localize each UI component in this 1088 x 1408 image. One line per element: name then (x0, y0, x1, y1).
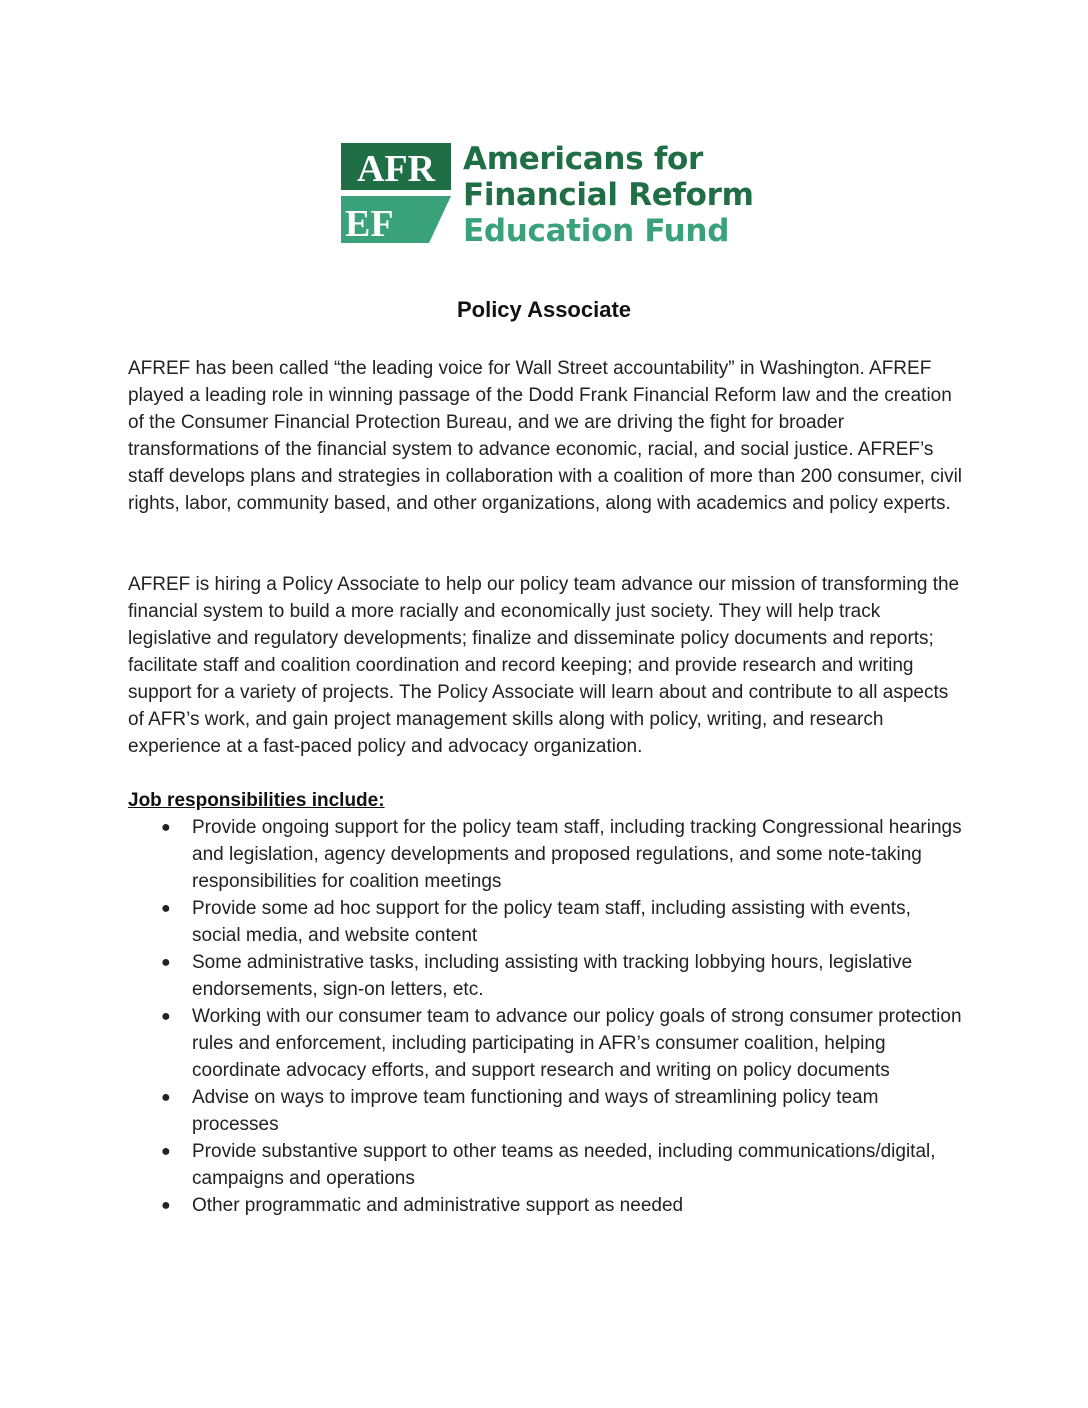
logo-line-2: Financial Reform (463, 177, 754, 213)
list-item-text: Working with our consumer team to advance our policy goals of strong consumer protection rules and enforcement, including participating in AFR’s consumer coalition, helping coordinate advocacy efforts, and support research and writing on policy documents (192, 1006, 962, 1081)
logo-mark-bottom-text: EF (345, 203, 394, 243)
list-item-text: Provide some ad hoc support for the policy team staff, including assisting with events, social media, and website content (192, 898, 911, 946)
logo-line-1: Americans for (463, 141, 704, 177)
list-item (128, 895, 964, 949)
afref-logo (341, 141, 761, 249)
list-item (128, 1192, 964, 1219)
list-item-text: Advise on ways to improve team functioning and ways of streamlining policy team processes (192, 1087, 879, 1135)
list-item (128, 1084, 964, 1138)
list-item-text: Other programmatic and administrative support as needed (192, 1195, 684, 1216)
page-title: Policy Associate (456, 297, 632, 322)
bullet-icon: ● (161, 1008, 171, 1025)
logo-mark-top-text: AFR (356, 148, 436, 190)
afr-ef-logo-mark-icon (341, 143, 451, 243)
bullet-icon: ● (161, 954, 171, 971)
list-item-text: Provide substantive support to other teams as needed, including communications/digital, campaigns and operations (192, 1141, 936, 1189)
logo-line-3: Education Fund (463, 213, 730, 249)
bullet-icon: ● (161, 900, 171, 917)
list-item (128, 1003, 964, 1084)
list-item (128, 949, 964, 1003)
logo-wordmark (463, 141, 763, 249)
list-item (128, 814, 964, 895)
list-item (128, 1138, 964, 1192)
bullet-icon: ● (161, 819, 171, 836)
bullet-icon: ● (161, 1089, 171, 1106)
bullet-icon: ● (161, 1197, 171, 1214)
bullet-icon: ● (161, 1143, 171, 1160)
responsibilities-list (128, 814, 964, 1219)
intro-paragraph: AFREF has been called “the leading voice for Wall Street accountability” in Washington. AFREF played a leading role in winning passage of the Dodd Frank Financial Reform law and the creation of the Consumer Financial Protection Bureau, and we are driving the fight for broader transformations of the financial system to advance economic, racial, and social justice. AFREF’s staff develops plans and strategies in collaboration with a coalition of more than 200 consumer, civil rights, labor, community based, and other organizations, along with academics and policy experts. (128, 358, 963, 514)
list-item-text: Provide ongoing support for the policy team staff, including tracking Congressional hearings and legislation, agency developments and proposed regulations, and some note-taking responsibilities for coalition meetings (192, 817, 962, 892)
responsibilities-heading: Job responsibilities include: (128, 790, 385, 811)
hiring-paragraph: AFREF is hiring a Policy Associate to help our policy team advance our mission of transforming the financial system to build a more racially and economically just society. They will help track legislative and regulatory developments; finalize and disseminate policy documents and reports; facilitate staff and coalition coordination and record keeping; and provide research and writing support for a variety of projects. The Policy Associate will learn about and contribute to all aspects of AFR’s work, and gain project management skills along with policy, writing, and research experience at a fast-paced policy and advocacy organization. (128, 574, 960, 757)
list-item-text: Some administrative tasks, including assisting with tracking lobbying hours, legislative endorsements, sign-on letters, etc. (192, 952, 913, 1000)
